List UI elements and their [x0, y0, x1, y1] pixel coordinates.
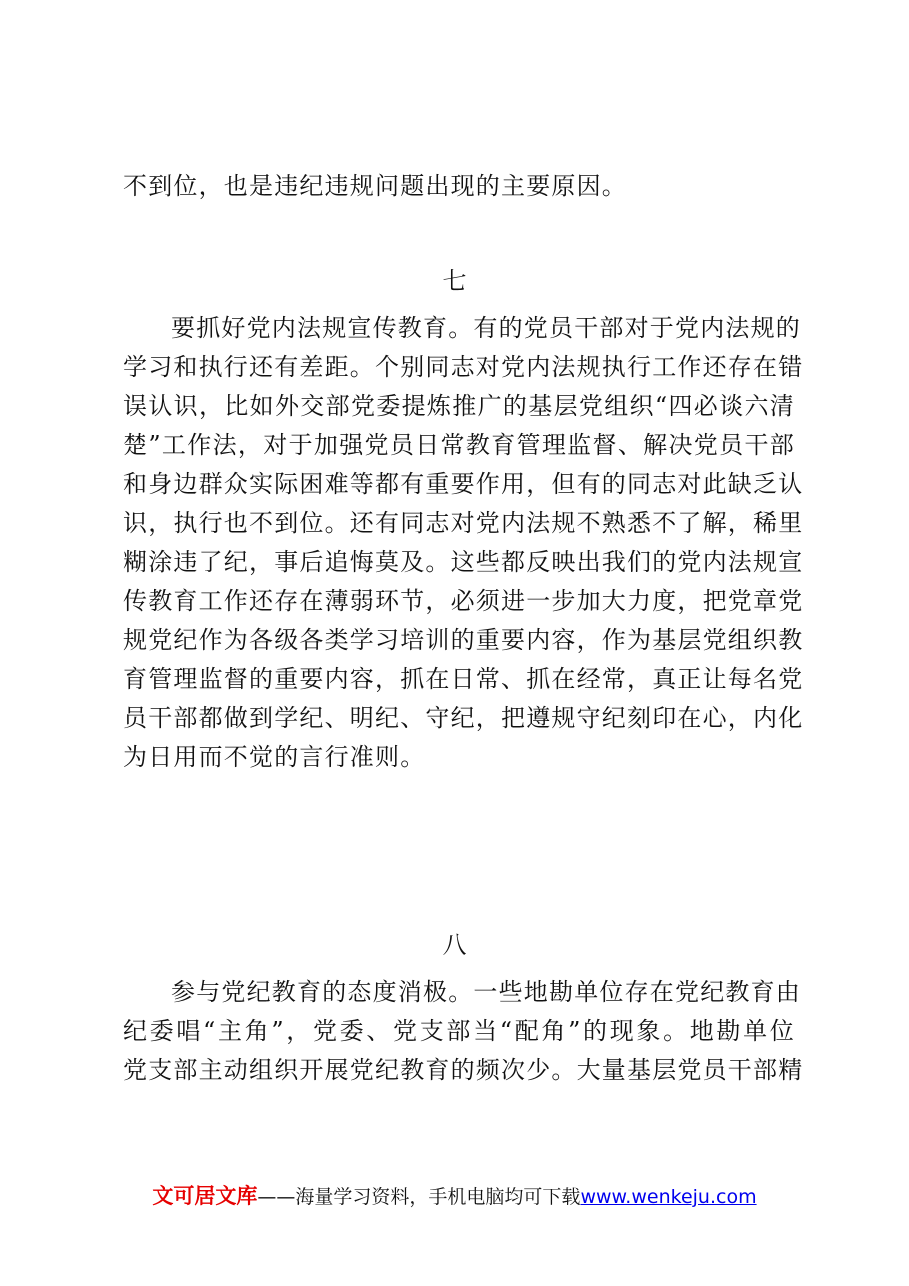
paragraph-line: 和身边群众实际困难等都有重要作用，但有的同志对此缺乏认 — [123, 470, 804, 498]
paragraph-line: 误认识，比如外交部党委提炼推广的基层党组织“四必谈六清 — [123, 392, 795, 420]
intro-paragraph — [123, 167, 795, 206]
paragraph-line: 糊涂违了纪，事后追悔莫及。这些都反映出我们的党内法规宣 — [123, 548, 804, 576]
paragraph-line: 参与党纪教育的态度消极。一些地勘单位存在党纪教育由 — [171, 978, 801, 1006]
paragraph-line: 育管理监督的重要内容，抓在日常、抓在经常，真正让每名党 — [123, 665, 804, 693]
paragraph-line: 不到位，也是违纪违规问题出现的主要原因。 — [123, 172, 627, 200]
section-heading-8: 八 — [442, 931, 467, 959]
paragraph-line: 纪委唱“主角”，党委、党支部当“配角”的现象。地勘单位 — [123, 1017, 795, 1045]
section-8-paragraph — [123, 973, 804, 1090]
paragraph-line: 学习和执行还有差距。个别同志对党内法规执行工作还存在错 — [123, 353, 804, 381]
paragraph-line: 规党纪作为各级各类学习培训的重要内容，作为基层党组织教 — [123, 626, 804, 654]
footer-banner — [0, 1183, 909, 1210]
paragraph-line: 要抓好党内法规宣传教育。有的党员干部对于党内法规的 — [171, 314, 801, 342]
section-heading-7: 七 — [442, 267, 467, 295]
paragraph-line: 员干部都做到学纪、明纪、守纪，把遵规守纪刻印在心，内化 — [123, 704, 804, 732]
footer-tagline: ——海量学习资料，手机电脑均可下载 — [257, 1186, 581, 1208]
footer-brand: 文可居文库 — [152, 1184, 258, 1208]
paragraph-line: 为日用而不觉的言行准则。 — [123, 743, 426, 771]
footer-site-link[interactable]: www.wenkeju.com — [580, 1186, 757, 1208]
paragraph-line: 党支部主动组织开展党纪教育的频次少。大量基层党员干部精 — [123, 1056, 804, 1084]
paragraph-line: 传教育工作还存在薄弱环节，必须进一步加大力度，把党章党 — [123, 587, 804, 615]
section-7-paragraph — [123, 309, 804, 777]
paragraph-line: 楚”工作法，对于加强党员日常教育管理监督、解决党员干部 — [123, 431, 795, 459]
paragraph-line: 识，执行也不到位。还有同志对党内法规不熟悉不了解，稀里 — [123, 509, 804, 537]
